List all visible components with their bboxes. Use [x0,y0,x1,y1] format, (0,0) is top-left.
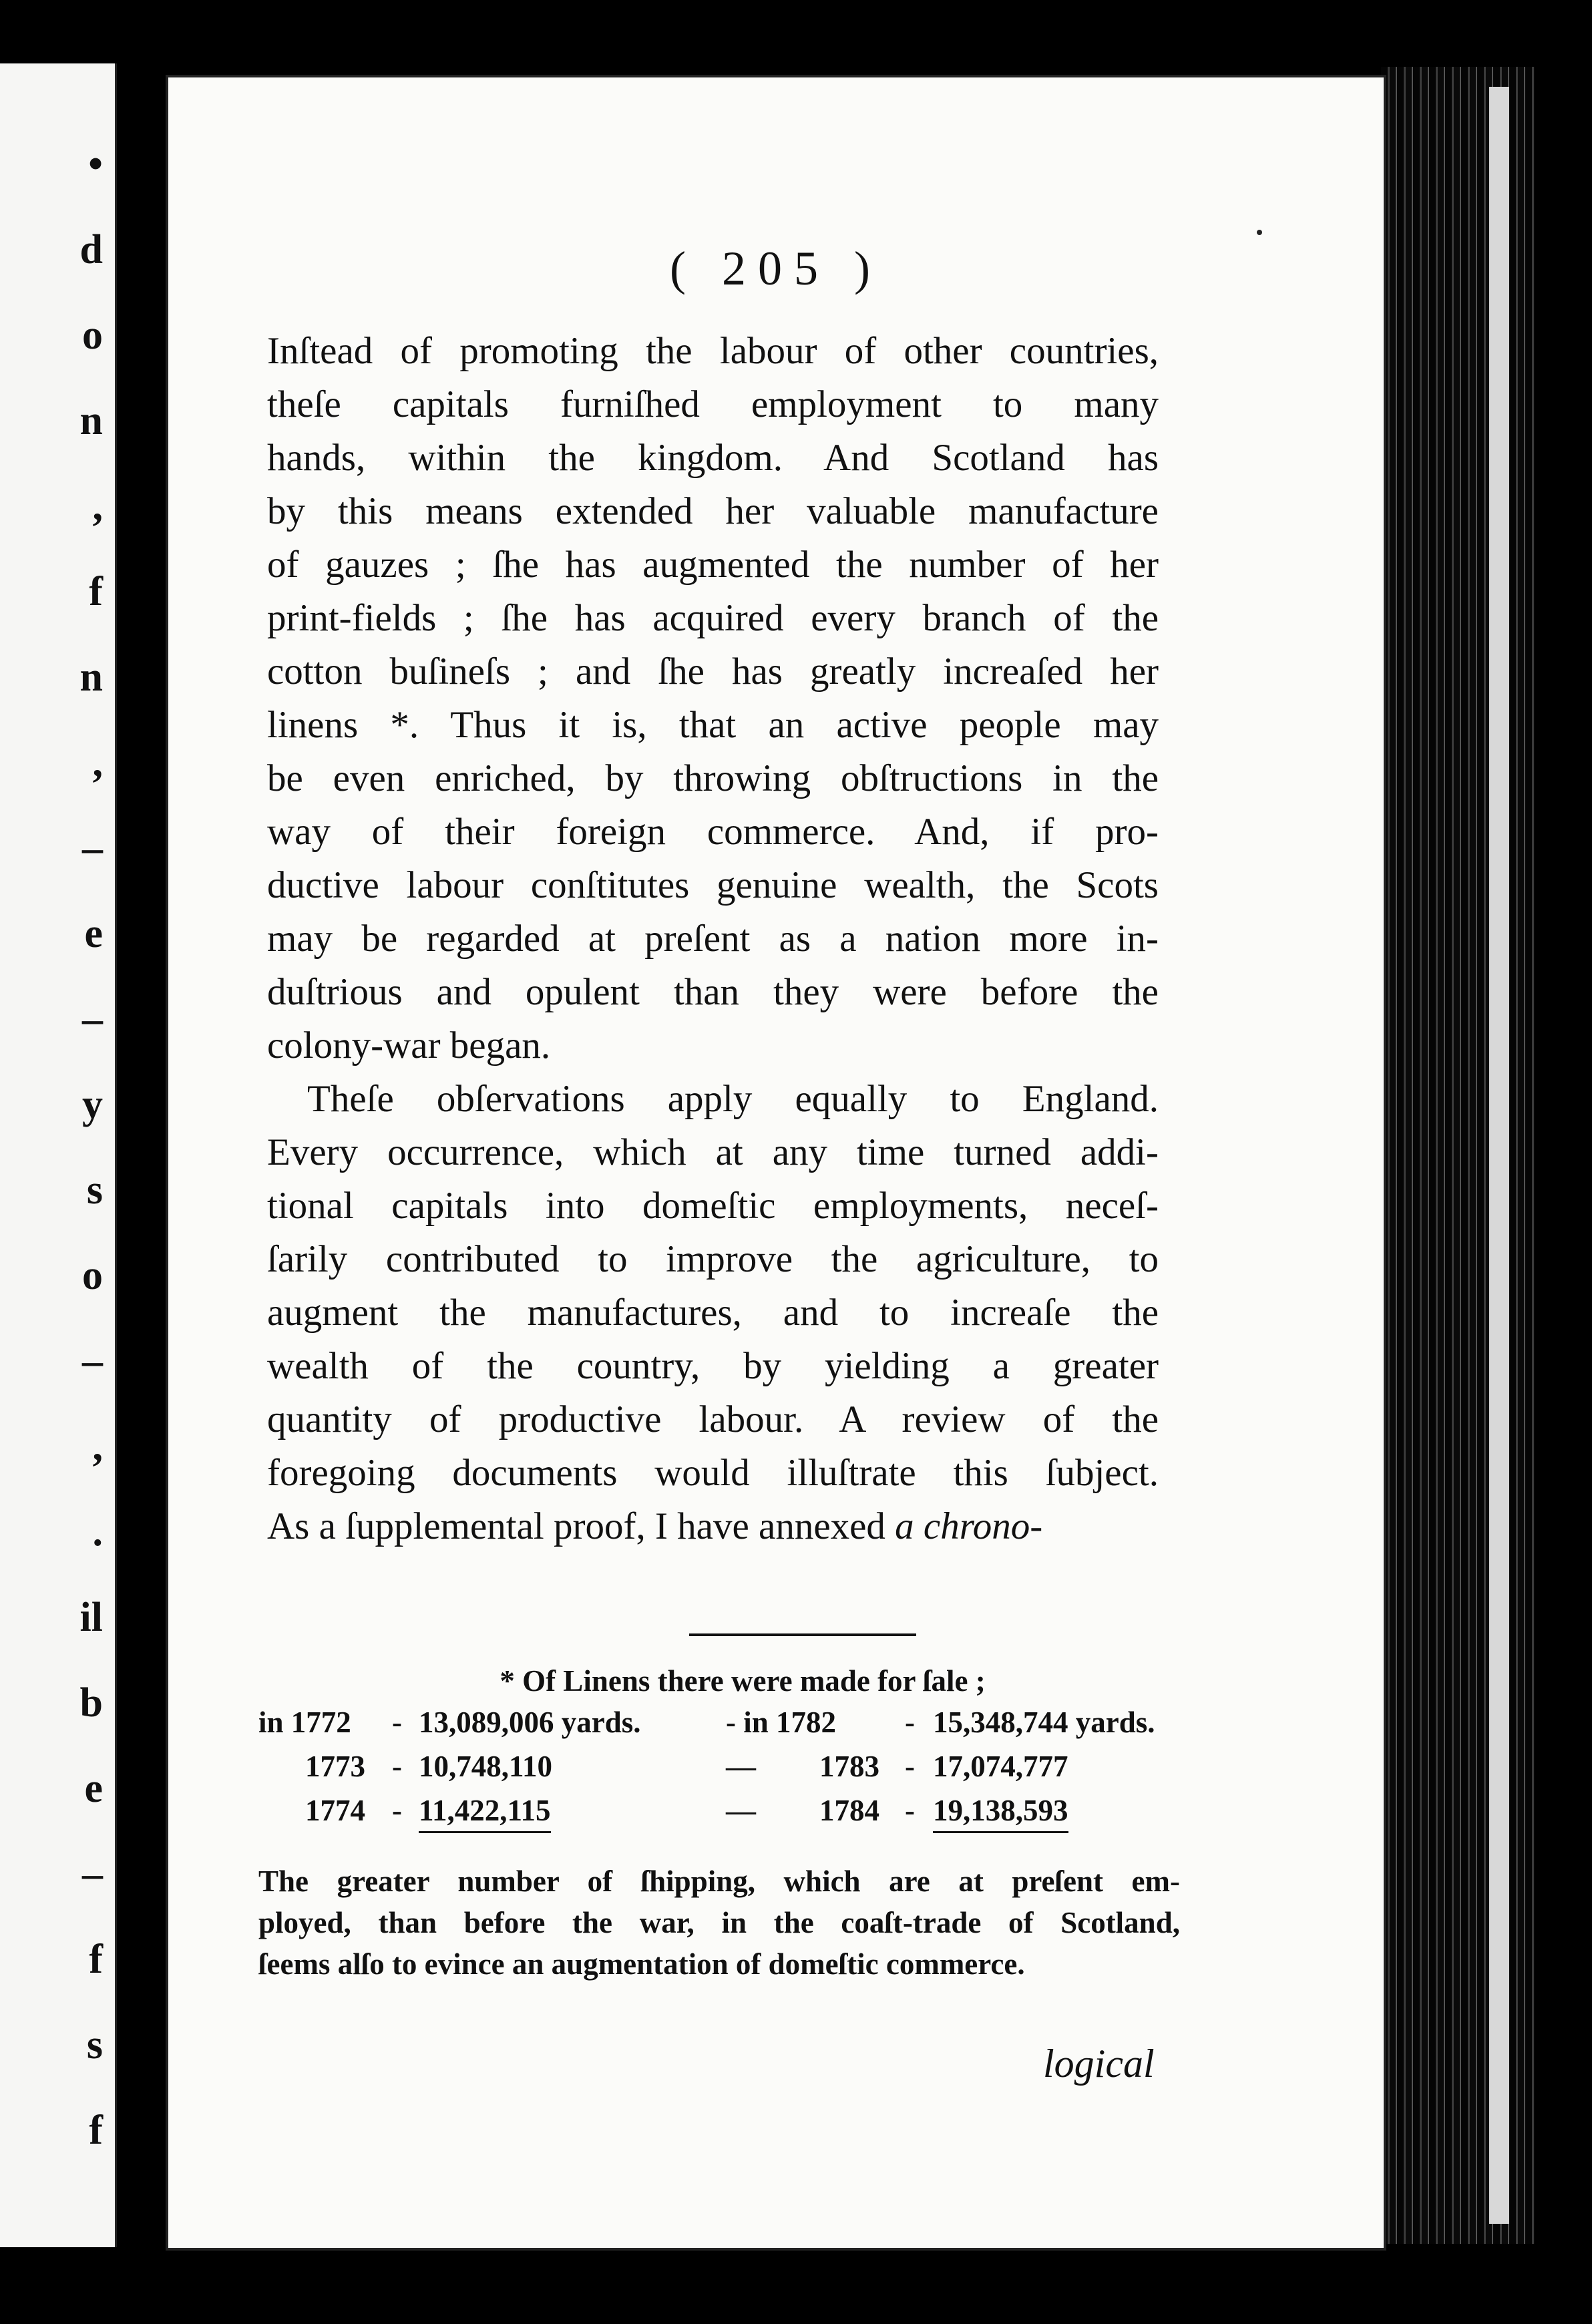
facing-page-glyph: o [82,1253,103,1298]
facing-page-glyph: f [89,569,103,614]
footnote-dash: - [905,1794,915,1827]
text-line: be even enriched, by throwing obſtructions in the [267,757,1159,799]
text-line: ſeems alſo to evince an augmentation of domeſtic commerce. [258,1947,1025,1981]
text-line: quantity of productive labour. A review of the [267,1398,1159,1440]
text-line: may be regarded at preſent as a nation more in- [267,918,1159,960]
facing-page-glyph: y [82,1082,103,1127]
facing-page-glyph: e [84,911,103,956]
text-line: Every occurrence, which at any time turned addi- [267,1131,1159,1173]
footnote-paragraph [258,1861,1180,1985]
footnote-value: 11,422,115 [419,1790,551,1833]
body-text [267,325,1159,1553]
footnote-value: 19,138,593 [933,1790,1068,1833]
facing-page-glyph: n [79,654,103,700]
facing-page-glyph: s [86,2022,103,2068]
text-line: theſe capitals furniſhed employment to many [267,383,1159,425]
text-line: foregoing documents would illuſtrate this ſubject. [267,1452,1159,1494]
text-line: colony-war began. [267,1024,551,1067]
footnote-row [258,1702,1180,1746]
text-line: ductive labour conſtitutes genuine wealth, the Scots [267,864,1159,906]
text-line: augment the manufactures, and to increaſe the [267,1292,1159,1334]
footnote-dash: - [392,1706,402,1739]
text-line: ſarily contributed to improve the agriculture, to [267,1238,1159,1280]
text-line: The greater number of ſhipping, which are at preſent em- [258,1865,1180,1898]
text-line: ployed, than before the war, in the coaſt-trade of Scotland, [258,1906,1180,1939]
facing-page-glyph: f [89,2108,103,2153]
book-edge-strip [1489,87,1509,2224]
facing-page-glyph: f [89,1937,103,1982]
text-line: of gauzes ; ſhe has augmented the number of her [267,544,1159,586]
footnote-dash: - [392,1750,402,1783]
footnote-heading: * Of Linens there were made for ſale ; [500,1664,986,1698]
footnote-row [258,1790,1180,1834]
text-line: by this means extended her valuable manufacture [267,490,1159,532]
footnote [258,1660,1180,1985]
last-line-italic: a chrono- [895,1505,1043,1547]
footnote-row [258,1746,1180,1790]
footnote-dash: — [726,1750,756,1783]
facing-page-glyph: s [86,1167,103,1213]
facing-page-glyph: , [92,740,103,785]
footnote-dash: - in 1782 [726,1706,837,1739]
page-number: ( 205 ) [670,242,882,295]
book-page [166,75,1386,2251]
text-line: print-fields ; ſhe has acquired every branch of the [267,597,1159,639]
footnote-dash: - [392,1794,402,1827]
text-line: Theſe obſervations apply equally to England. [307,1078,1159,1120]
footnote-value: 10,748,110 [419,1750,553,1783]
footnote-value: 13,089,006 yards. [419,1706,641,1739]
paragraph-1 [267,325,1159,1073]
footnote-dash: - [905,1750,915,1783]
facing-page-glyph: – [82,996,103,1042]
text-line: cotton buſineſs ; and ſhe has greatly increaſed her [267,650,1159,693]
text-line: duſtrious and opulent than they were before the [267,971,1159,1013]
text-line: hands, within the kingdom. And Scotland has [267,437,1159,479]
text-line: Inſtead of promoting the labour of other countries, [267,330,1159,372]
footnote-value: 15,348,744 yards. [933,1706,1155,1739]
facing-page-glyph: , [92,1424,103,1469]
footnote-value: 17,074,777 [933,1750,1068,1783]
text-line: linens *. Thus it is, that an active people may [267,704,1159,746]
facing-page-glyph: b [79,1680,103,1726]
footnote-dash: — [726,1794,756,1827]
facing-page-glyph: d [79,227,103,272]
facing-page-glyph: , [92,483,103,529]
footnote-year: in 1772 [258,1706,351,1739]
text-line: way of their foreign commerce. And, if pro- [267,811,1159,853]
facing-page-glyph: • [88,142,103,187]
text-line: tional capitals into domeſtic employments, neceſ- [267,1185,1159,1227]
footnote-year: 1784 [819,1794,879,1827]
book-edge [1381,67,1535,2244]
facing-page-glyph: – [82,1851,103,1897]
facing-page-glyph: – [82,1338,103,1384]
facing-page-glyph: e [84,1766,103,1811]
footnote-year: 1774 [305,1794,365,1827]
facing-page-glyph: – [82,825,103,871]
last-line-text: As a ſupplemental proof, I have annexed [267,1505,896,1547]
facing-page-edge [0,63,117,2247]
text-line: wealth of the country, by yielding a greater [267,1345,1159,1387]
footnote-year: 1773 [305,1750,365,1783]
ink-speck [1257,230,1262,235]
facing-page-glyph: . [92,1509,103,1555]
facing-page-glyph: il [79,1595,103,1640]
facing-page-glyph: o [82,313,103,358]
footnote-dash: - [905,1706,915,1739]
footnote-year: 1783 [819,1750,879,1783]
footnote-rule [689,1633,916,1636]
paragraph-2 [267,1073,1159,1500]
facing-page-glyph: n [79,398,103,443]
body-line [267,1500,1159,1553]
catchword: logical [1043,2042,1155,2086]
